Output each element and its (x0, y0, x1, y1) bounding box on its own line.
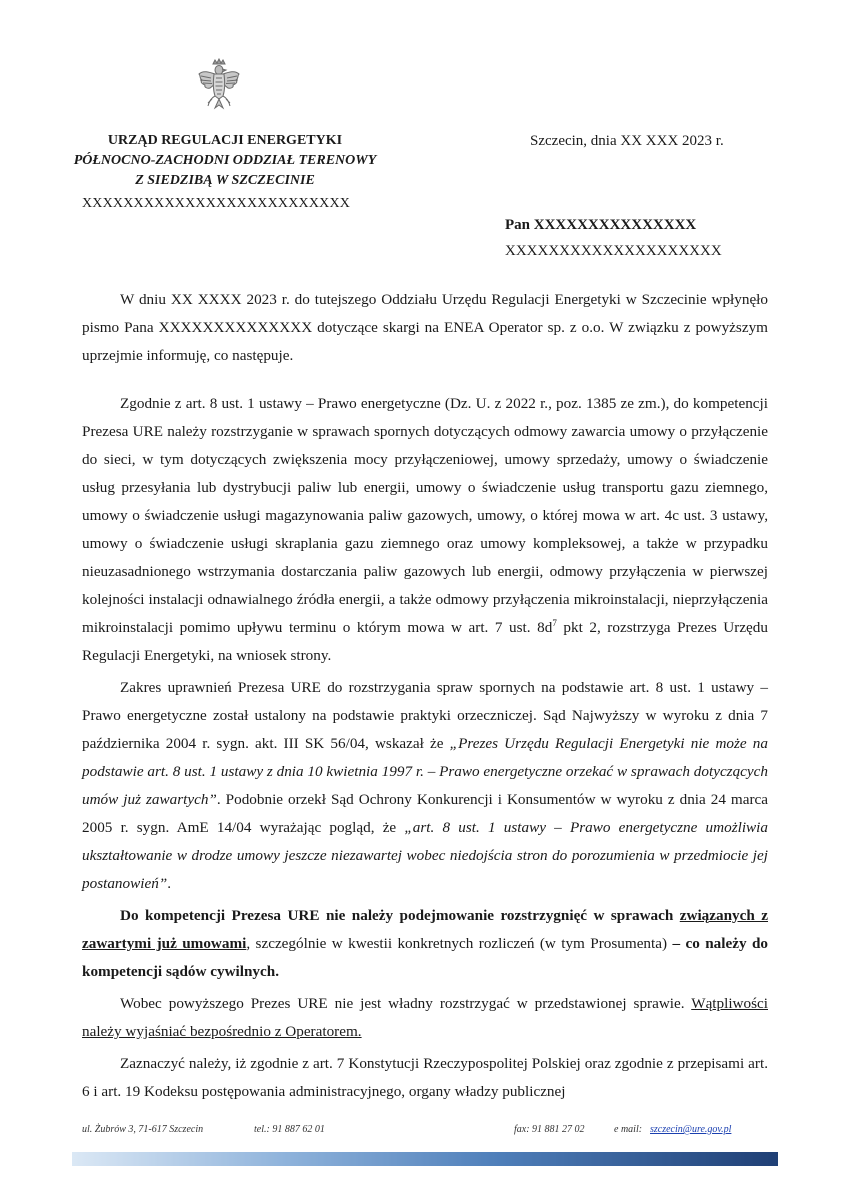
footer-gradient-bar (72, 1152, 778, 1166)
case-law-end: . (167, 875, 172, 892)
paragraph-competence (82, 902, 768, 986)
competence-bold: Do kompetencji Prezesa URE nie należy podejmowanie rozstrzygnięć w sprawach (120, 907, 680, 924)
case-law-text: Zakres uprawnień Prezesa URE do rozstrzygania spraw spornych na podstawie art. 8 ust. 1 ustawy – Prawo energetyczne został ustalony na podstawie praktyki orzeczniczej. Sąd Najwyższy w wyroku z dnia 7 października 2004 r. sygn. akt. III SK 56/04, wskazał że (82, 679, 768, 752)
paragraph-constitution: Zaznaczyć należy, iż zgodnie z art. 7 Konstytucji Rzeczypospolitej Polskiej oraz zgodnie z przepisami art. 6 i art. 19 Kodeksu postępowania administracyjnego, organy władzy publicznej (82, 1055, 768, 1100)
competition-court-quote: „art. 8 ust. 1 ustawy – Prawo energetyczne umożliwia ukształtowanie w drodze umowy jeszcze niezawartej wobec niedojścia stron do porozumienia w przedmiocie jej postanowień” (82, 819, 768, 892)
competence-text: , szczególnie w kwestii konkretnych rozliczeń (w tym Prosumenta) (246, 935, 673, 952)
civil-courts-emphasis: – co należy do kompetencji sądów cywilnych. (82, 935, 768, 980)
paragraph-case-law (82, 674, 768, 898)
paragraph-legal-basis (82, 390, 768, 670)
legal-basis-text: Zgodnie z art. 8 ust. 1 ustawy – Prawo energetyczne (Dz. U. z 2022 r., poz. 1385 ze zm.), do kompetencji Prezesa URE należy rozstrzyganie w sprawach spornych dotyczących odmowy zawarcia umowy o przyłączenie do sieci, w tym dotyczących zwiększenia mocy przyłączeniowej, umowy sprzedaży, umowy o świadczenie usług przesyłania lub dystrybucji paliw lub energii, umowy o świadczenie usług transportu gazu ziemnego, umowy o świadczenie usługi magazynowania paliw gazowych, umowy, o której mowa w art. 4c ust. 3 ustawy, umowy o świadczenie usługi skraplania gazu ziemnego oraz umowy kompleksowej, a także w przypadku nieuzasadnionego wstrzymania dostarczania paliw gazowych lub energii, odmowy przyłączenia w pierwszej kolejności instalacji odnawialnego źródła energii, a także odmowy przyłączenia mikroinstalacji, nieprzyłączenia mikroinstalacji pomimo upływu terminu o którym mowa w art. 7 ust. 8d (82, 395, 768, 636)
concluded-contracts-emphasis: związanych z zawartymi już umowami (82, 907, 769, 952)
letter-body (82, 286, 768, 1106)
paragraph-conclusion (82, 990, 768, 1046)
conclusion-text: Wobec powyższego Prezes URE nie jest władny rozstrzygać w przedstawionej sprawie. (120, 995, 692, 1012)
letter-footer (82, 1124, 762, 1140)
letter-date: Szczecin, dnia XX XXX 2023 r. (530, 133, 724, 149)
recipient-block (505, 212, 722, 264)
legal-basis-text-end: pkt 2, rozstrzyga Prezes Urzędu Regulacji Energetyki, na wniosek strony. (82, 619, 768, 664)
footer-tel: tel.: 91 887 62 01 (254, 1124, 325, 1135)
footer-email-link[interactable]: szczecin@ure.gov.pl (650, 1124, 732, 1135)
footer-fax: fax: 91 881 27 02 (514, 1124, 585, 1135)
office-branch: PÓŁNOCNO-ZACHODNI ODDZIAŁ TERENOWY (73, 153, 377, 168)
office-heading (70, 131, 380, 191)
footer-email-label: e mail: (614, 1124, 643, 1135)
office-seat: Z SIEDZIBĄ W SZCZECINIE (135, 173, 315, 188)
footer-address: ul. Żubrów 3, 71-617 Szczecin (82, 1124, 204, 1135)
polish-eagle-emblem-icon (197, 58, 241, 112)
recipient-address: XXXXXXXXXXXXXXXXXXXX (505, 243, 722, 259)
contact-operator-note: Wątpliwości należy wyjaśniać bezpośrednio z Operatorem. (82, 995, 768, 1040)
office-name: URZĄD REGULACJI ENERGETYKI (107, 133, 343, 148)
paragraph-intro: W dniu XX XXXX 2023 r. do tutejszego Oddziału Urzędu Regulacji Energetyki w Szczecinie wpłynęło pismo Pana XXXXXXXXXXXXXX dotyczące skargi na ENEA Operator sp. z o.o. W związku z powyższym uprzejmie informuję, co następuje. (82, 291, 768, 364)
reference-number: XXXXXXXXXXXXXXXXXXXXXXXXXX (82, 196, 351, 211)
case-law-text-2: . Podobnie orzekł Sąd Ochrony Konkurencji i Konsumentów w wyroku z dnia 24 marca 2005 r. sygn. AmE 14/04 wyrażając pogląd, że (82, 791, 769, 836)
superscript: 7 (552, 618, 557, 628)
recipient-name: Pan XXXXXXXXXXXXXXX (505, 217, 697, 233)
supreme-court-quote: „Prezes Urzędu Regulacji Energetyki nie może na podstawie art. 8 ust. 1 ustawy z dnia 10 kwietnia 1997 r. – Prawo energetyczne orzekać w sprawach dotyczących umów już zawartych” (82, 735, 768, 808)
